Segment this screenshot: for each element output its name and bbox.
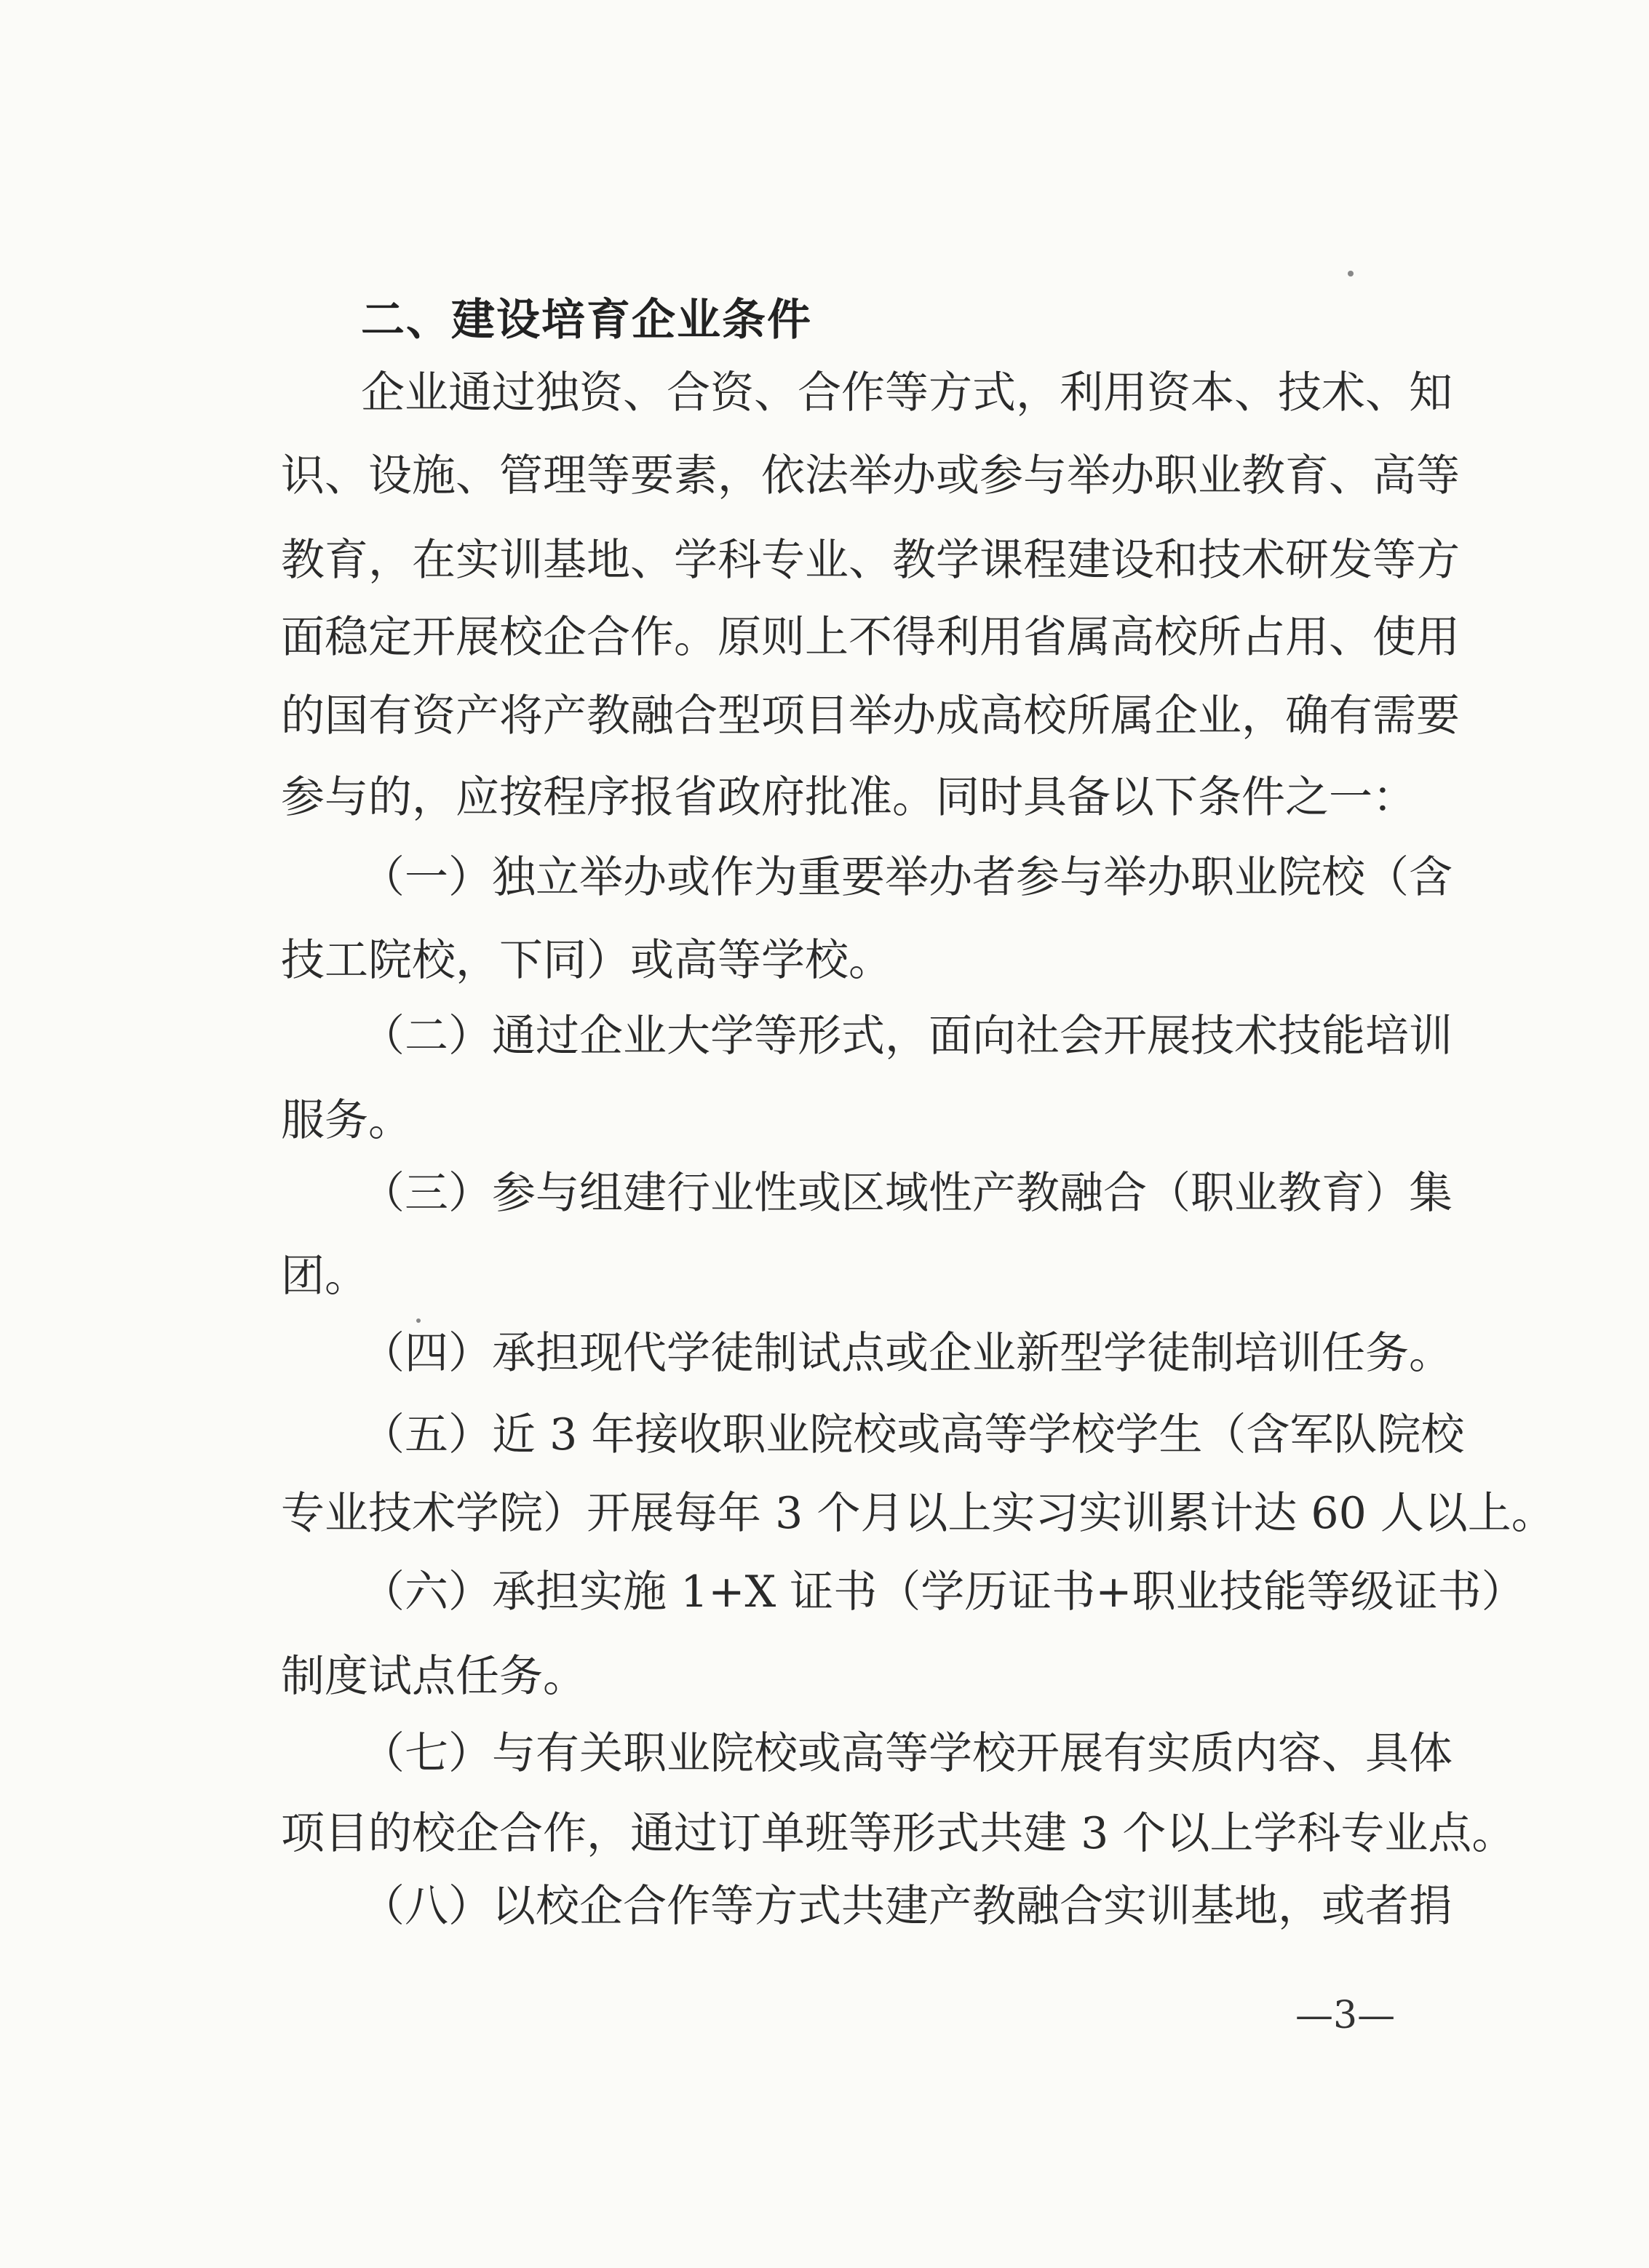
text-line: 企业通过独资、合资、合作等方式，利用资本、技术、知 xyxy=(361,367,1453,418)
text-line: 制度试点任务。 xyxy=(281,1651,587,1702)
text-line: 的国有资产将产教融合型项目举办成高校所属企业，确有需要 xyxy=(281,691,1460,741)
text-line: （五）近 3 年接收职业院校或高等学校学生（含军队院校 xyxy=(361,1409,1465,1460)
text-line: 教育，在实训基地、学科专业、教学课程建设和技术研发等方 xyxy=(281,535,1460,586)
text-line: （八）以校企合作等方式共建产教融合实训基地，或者捐 xyxy=(361,1881,1453,1932)
text-line: 技工院校，下同）或高等学校。 xyxy=(281,935,892,986)
text-line: （三）参与组建行业性或区域性产教融合（职业教育）集 xyxy=(361,1168,1453,1219)
text-line: （四）承担现代学徒制试点或企业新型学徒制培训任务。 xyxy=(361,1328,1453,1379)
text-line: （一）独立举办或作为重要举办者参与举办职业院校（含 xyxy=(361,852,1453,903)
page-number: —3— xyxy=(1295,1994,1396,2037)
text-line: 识、设施、管理等要素，依法举办或参与举办职业教育、高等 xyxy=(281,450,1460,501)
scan-speck xyxy=(1348,271,1354,276)
text-line: 项目的校企合作，通过订单班等形式共建 3 个以上学科专业点。 xyxy=(281,1808,1516,1859)
text-line: （七）与有关职业院校或高等学校开展有实质内容、具体 xyxy=(361,1728,1453,1779)
text-line: 服务。 xyxy=(281,1095,412,1146)
text-line: （二）通过企业大学等形式，面向社会开展技术技能培训 xyxy=(361,1011,1453,1062)
scan-speck xyxy=(416,1318,421,1323)
section-heading: 二、建设培育企业条件 xyxy=(361,295,812,346)
text-line: （六）承担实施 1+X 证书（学历证书+职业技能等级证书） xyxy=(361,1567,1525,1618)
text-line: 面稳定开展校企合作。原则上不得利用省属高校所占用、使用 xyxy=(281,612,1460,663)
text-line: 专业技术学院）开展每年 3 个月以上实习实训累计达 60 人以上。 xyxy=(281,1488,1555,1539)
text-line: 参与的，应按程序报省政府批准。同时具备以下条件之一： xyxy=(281,772,1416,823)
text-line: 团。 xyxy=(281,1251,368,1302)
